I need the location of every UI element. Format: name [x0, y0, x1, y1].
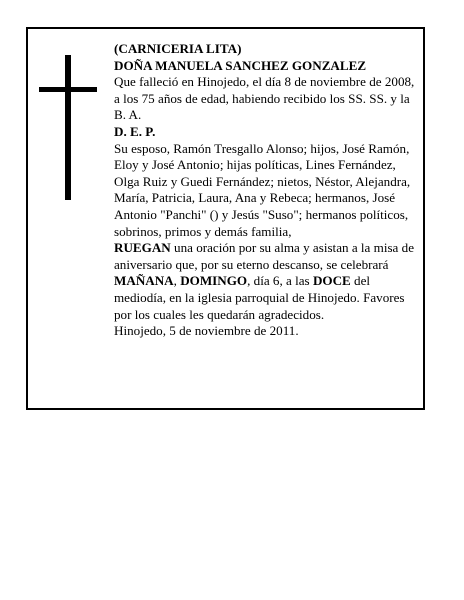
- request-text-2: , día 6, a las: [247, 273, 313, 289]
- domingo-label: DOMINGO: [180, 273, 248, 289]
- dep-label: D. E. P.: [114, 123, 156, 139]
- ruegan-label: RUEGAN: [114, 240, 171, 256]
- doce-label: DOCE: [312, 273, 351, 289]
- cross-horizontal-bar: [39, 87, 97, 92]
- cross-icon: [39, 55, 97, 200]
- place-date: Hinojedo, 5 de noviembre de 2011.: [114, 323, 299, 339]
- request-text-1: una oración por su alma y asistan a la misa de aniversario que, por su eterno descanso, se celebrará: [114, 240, 415, 272]
- obituary-notice: [26, 27, 425, 410]
- family-list: Su esposo, Ramón Tresgallo Alonso; hijos, José Ramón, Eloy y José Antonio; hijas políticas, Lines Fernández, Olga Ruiz y Guedi Fernández; nietos, Néstor, Alejandra, María, Patricia, Laura, Ana y Rebeca; hermanos, José Antonio "Panchi" () y Jesús "Suso"; hermanos políticos, sobrinos, primos y demás familia,: [114, 140, 411, 239]
- cross-vertical-bar: [65, 55, 71, 200]
- notice-text: [114, 41, 422, 340]
- request-text-3: del mediodía, en la iglesia parroquial de Hinojedo. Favores por los cuales les quedarán agradecidos.: [114, 273, 405, 322]
- death-info: Que falleció en Hinojedo, el día 8 de noviembre de 2008, a los 75 años de edad, habiendo recibido los SS. SS. y la B. A.: [114, 74, 415, 123]
- manana-label: MAÑANA: [114, 273, 174, 289]
- business-name: (CARNICERIA LITA): [114, 41, 242, 56]
- request-paragraph: [114, 240, 422, 323]
- request-comma: ,: [173, 273, 181, 289]
- deceased-name: DOÑA MANUELA SANCHEZ GONZALEZ: [114, 57, 367, 73]
